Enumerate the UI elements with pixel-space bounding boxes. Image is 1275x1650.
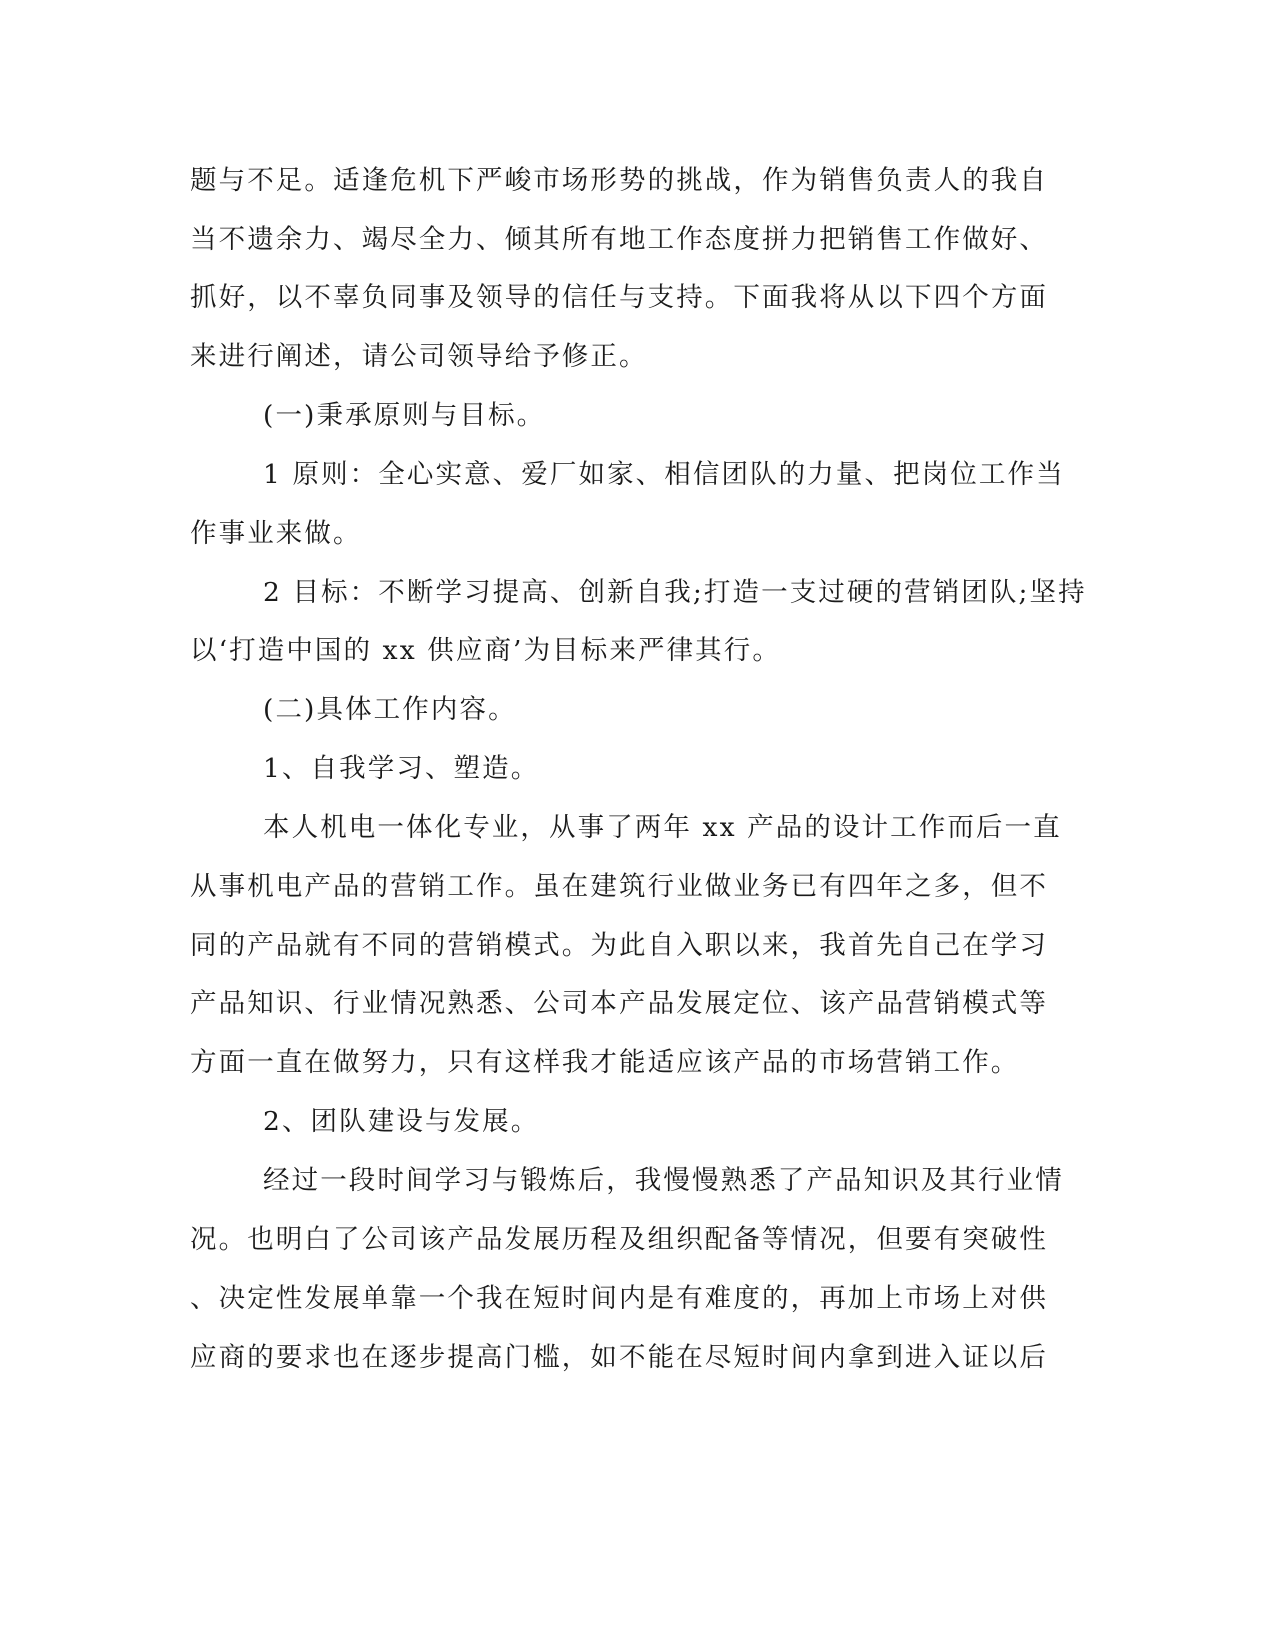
text-line: 从事机电产品的营销工作。虽在建筑行业做业务已有四年之多，但不 <box>190 871 1048 902</box>
section-heading: (一)秉承原则与目标。 <box>263 400 546 431</box>
subsection-heading: 1、自我学习、塑造。 <box>263 753 540 784</box>
text-line: 、决定性发展单靠一个我在短时间内是有难度的，再加上市场上对供 <box>190 1283 1048 1314</box>
text-line: 作事业来做。 <box>190 518 362 549</box>
section-heading: (二)具体工作内容。 <box>263 694 517 725</box>
text-line: 方面一直在做努力，只有这样我才能适应该产品的市场营销工作。 <box>190 1047 1020 1078</box>
text-line: 题与不足。适逢危机下严峻市场形势的挑战，作为销售负责人的我自 <box>190 165 1048 196</box>
text-line: 1 原则：全心实意、爱厂如家、相信团队的力量、把岗位工作当 <box>263 459 1065 490</box>
text-line: 抓好，以不辜负同事及领导的信任与支持。下面我将从以下四个方面 <box>190 282 1048 313</box>
text-line: 本人机电一体化专业，从事了两年 xx 产品的设计工作而后一直 <box>263 812 1062 843</box>
text-line: 2 目标：不断学习提高、创新自我;打造一支过硬的营销团队;坚持 <box>263 577 1087 608</box>
text-line: 应商的要求也在逐步提高门槛，如不能在尽短时间内拿到进入证以后 <box>190 1342 1048 1373</box>
text-line: 经过一段时间学习与锻炼后，我慢慢熟悉了产品知识及其行业情 <box>263 1165 1064 1196</box>
text-line: 产品知识、行业情况熟悉、公司本产品发展定位、该产品营销模式等 <box>190 988 1048 1019</box>
text-line: 来进行阐述，请公司领导给予修正。 <box>190 341 648 372</box>
text-line: 以‘打造中国的 xx 供应商’为目标来严律其行。 <box>190 635 781 666</box>
text-line: 况。也明白了公司该产品发展历程及组织配备等情况，但要有突破性 <box>190 1224 1048 1255</box>
subsection-heading: 2、团队建设与发展。 <box>263 1106 540 1137</box>
text-line: 同的产品就有不同的营销模式。为此自入职以来，我首先自己在学习 <box>190 930 1048 961</box>
text-line: 当不遗余力、竭尽全力、倾其所有地工作态度拼力把销售工作做好、 <box>190 224 1048 255</box>
